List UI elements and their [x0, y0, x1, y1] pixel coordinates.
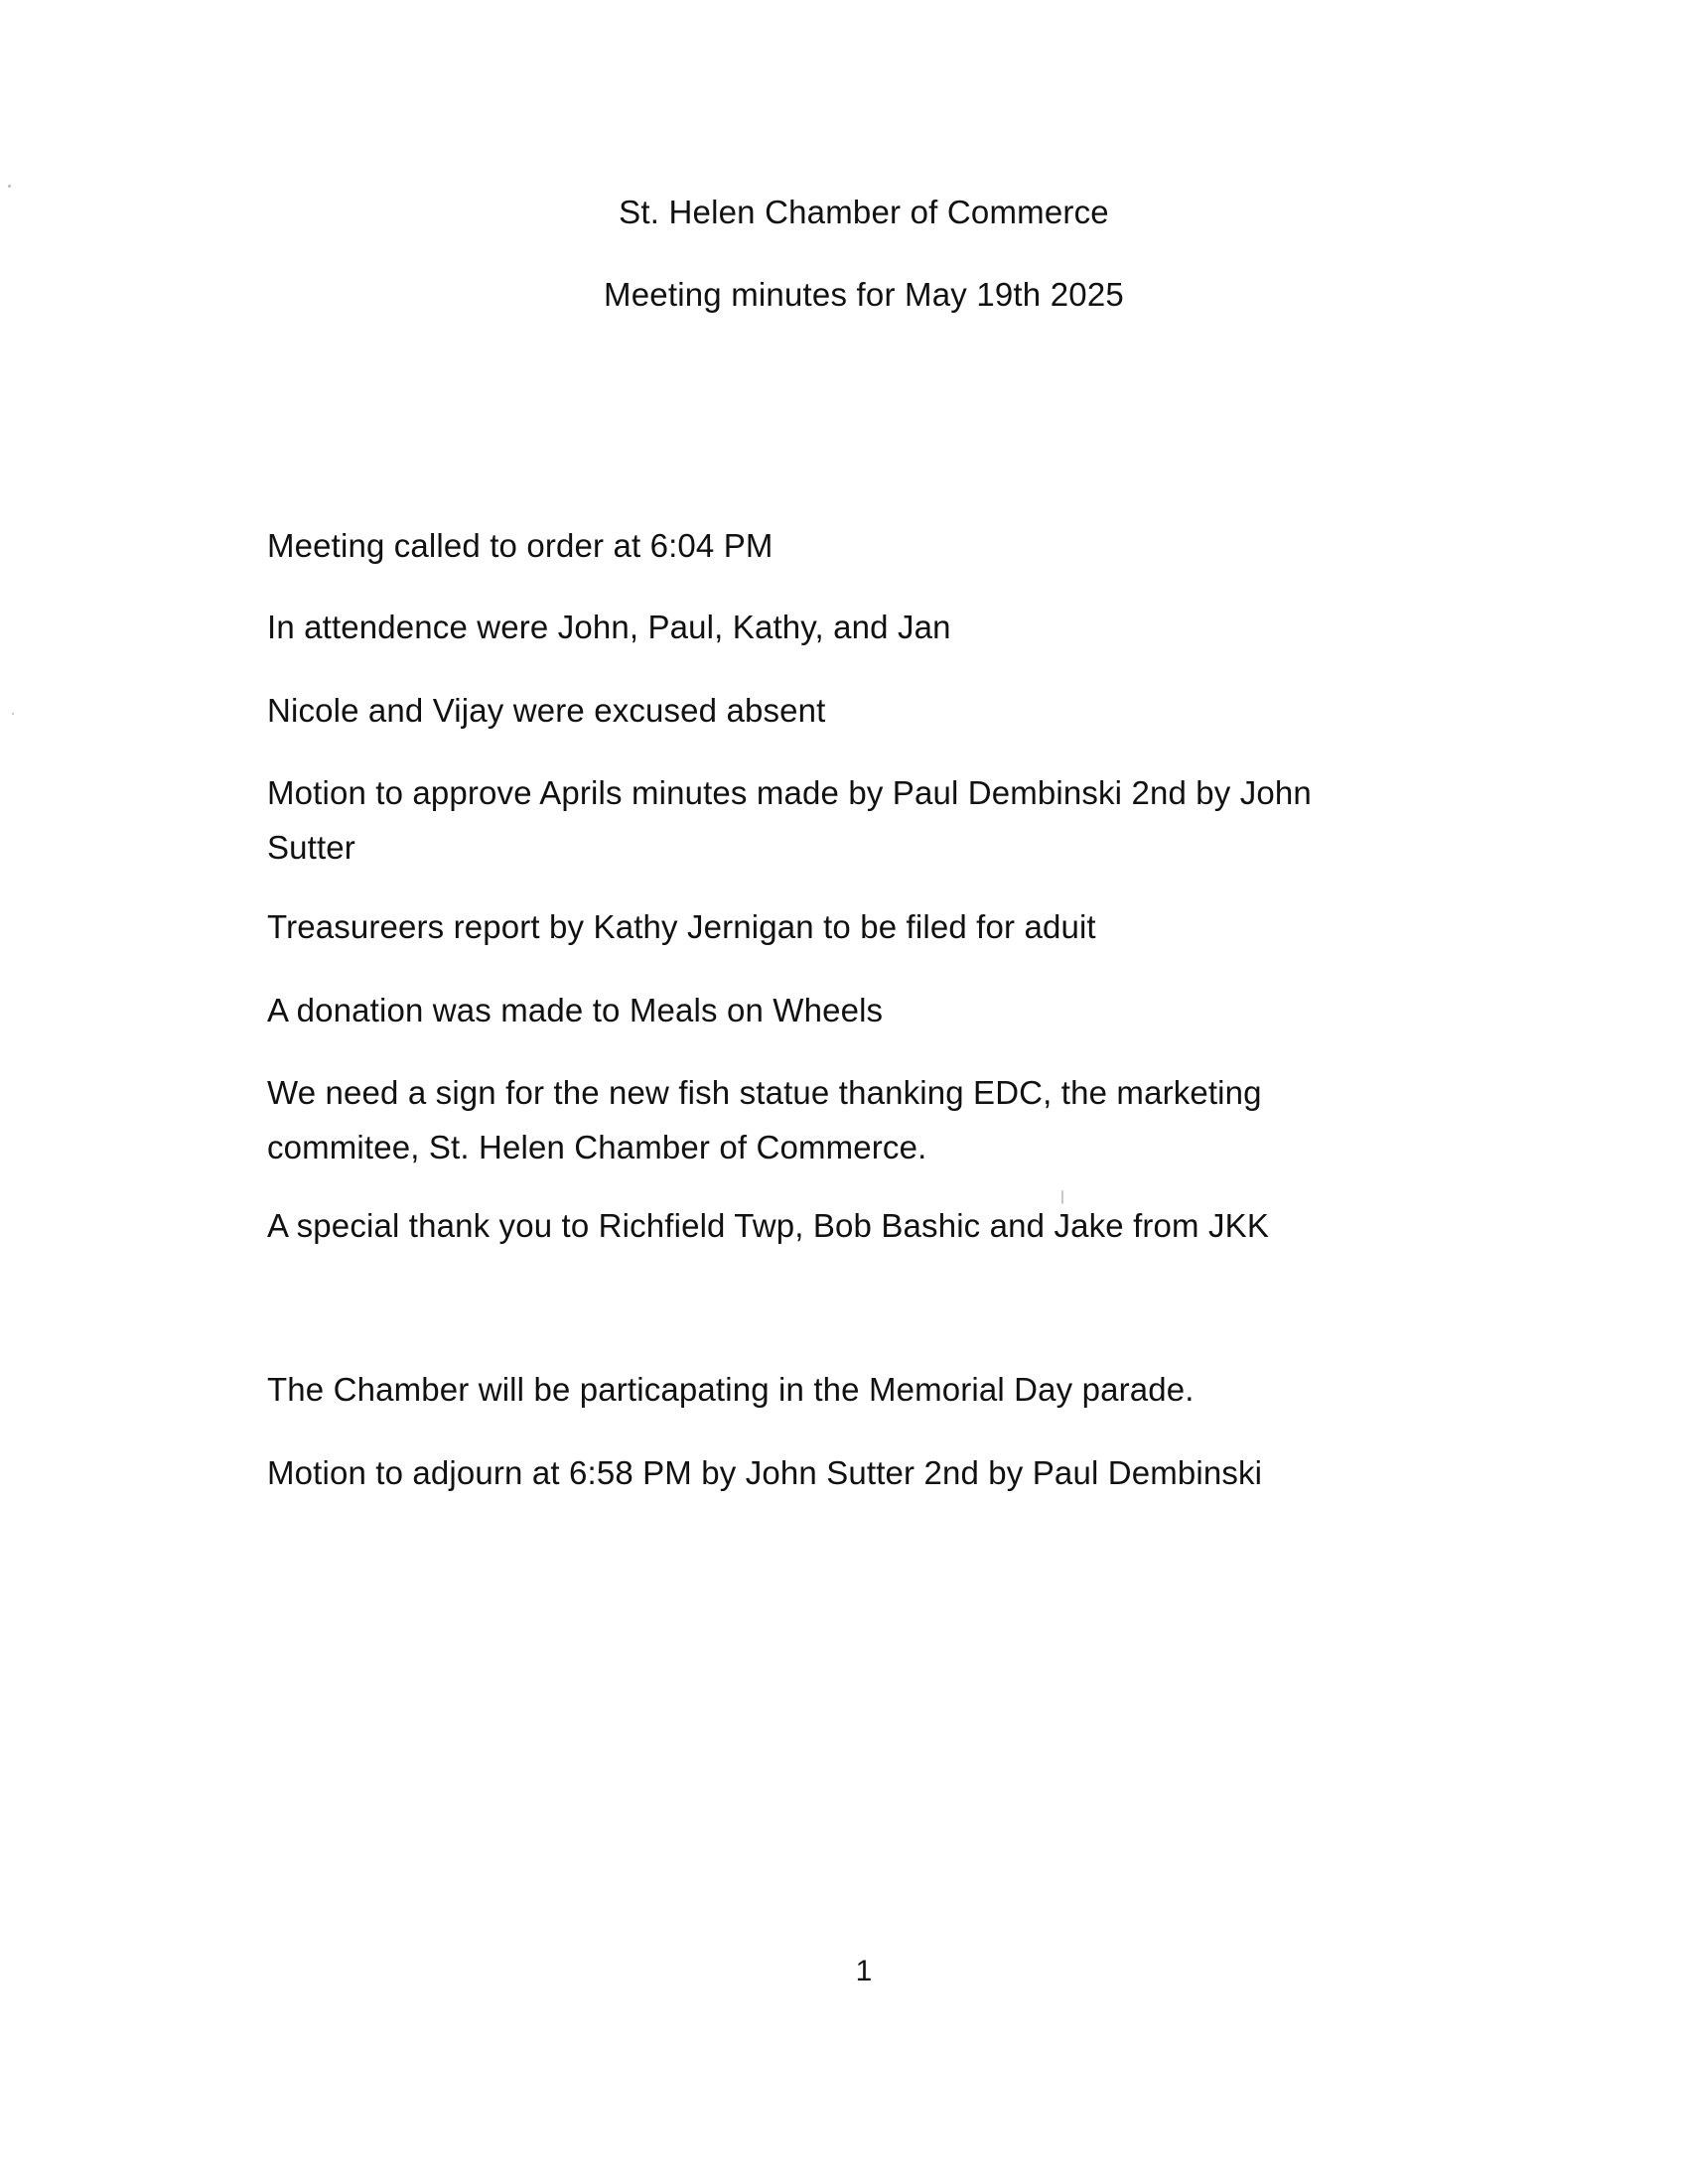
scan-speck [8, 185, 11, 188]
scan-speck [12, 713, 14, 715]
page-number: 1 [855, 1955, 873, 1987]
minutes-entry-thank-you: A special thank you to Richfield Twp, Bob Bashic and Jake from JKK [267, 1207, 1269, 1244]
minutes-entry-donation: A donation was made to Meals on Wheels [267, 992, 884, 1028]
minutes-entry-call-to-order: Meeting called to order at 6:04 PM [267, 527, 774, 564]
minutes-entry-sign: We need a sign for the new fish statue thanking EDC, the marketing commitee, St. Helen Chamber of Commerce. [267, 1074, 1262, 1165]
document-subtitle: Meeting minutes for May 19th 2025 [604, 276, 1124, 313]
minutes-entry-attendance: In attendence were John, Paul, Kathy, and Jan [267, 609, 951, 645]
minutes-entry-treasurer-report: Treasureers report by Kathy Jernigan to be filed for aduit [267, 908, 1096, 945]
minutes-entry-parade: The Chamber will be particapating in the Memorial Day parade. [267, 1371, 1195, 1408]
document-title: St. Helen Chamber of Commerce [619, 194, 1109, 230]
minutes-entry-adjourn: Motion to adjourn at 6:58 PM by John Sutter 2nd by Paul Dembinski [267, 1454, 1263, 1491]
minutes-entry-approve-minutes: Motion to approve Aprils minutes made by Paul Dembinski 2nd by John Sutter [267, 774, 1312, 866]
minutes-entry-excused: Nicole and Vijay were excused absent [267, 692, 826, 729]
scan-pencil-mark [1061, 1190, 1063, 1204]
